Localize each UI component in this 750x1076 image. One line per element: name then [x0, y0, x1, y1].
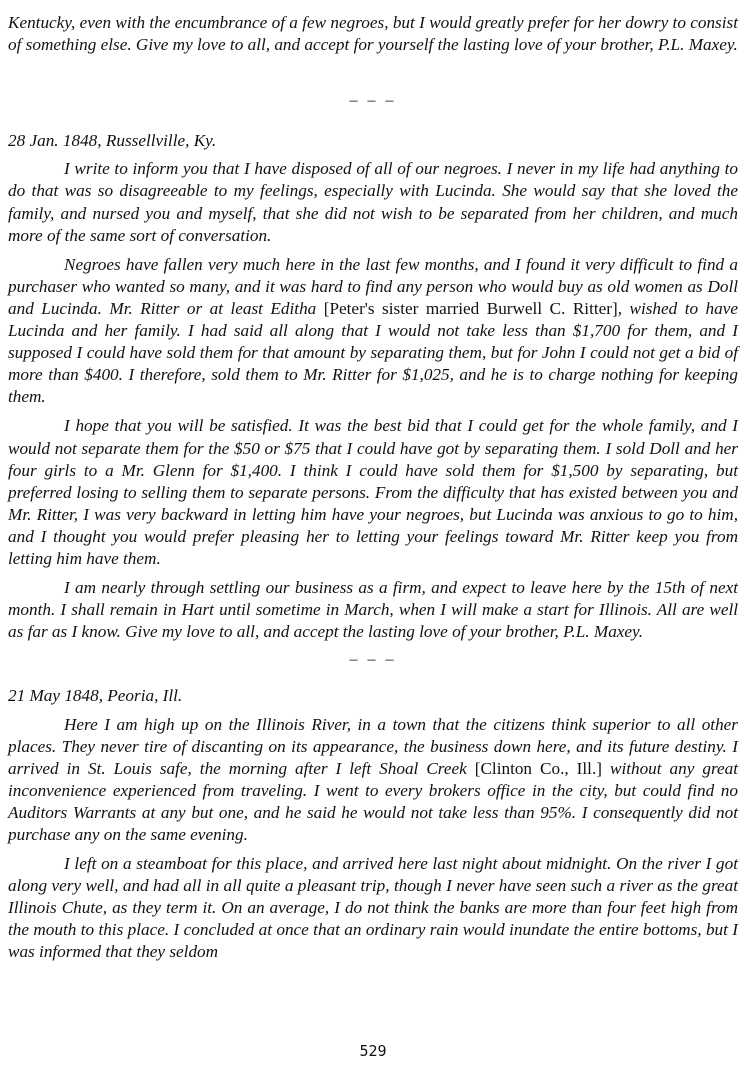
letter1-p2-text-a: Negroes have fallen very much here in the last few months, and I found it very difficult to find a purchaser who wanted so many, and it was hard to find any person who would buy as old women as Doll and Lucinda. Mr. Ritter or at least Editha — [8, 254, 738, 318]
letter2-paragraph-1 — [8, 714, 738, 847]
letter-date-2: 21 May 1848, Peoria, Ill. — [8, 686, 183, 706]
separator-1: – – – — [349, 92, 397, 110]
letter1-paragraph-2 — [8, 254, 738, 409]
intro-paragraph: Kentucky, even with the encumbrance of a few negroes, but I would greatly prefer for her dowry to consist of something else. Give my love to all, and accept for yourself the lasting love of your brother, P.L. Maxey. — [8, 13, 738, 55]
letter1-paragraph-3: I hope that you will be satisfied. It was the best bid that I could get for the whole family, and I would not separate them for the $50 or $75 that I could have got by separating them. I sold Doll and her four girls to a Mr. Glenn for $1,400. I think I could have sold them for $1,500 by separating, but preferred losing to selling them to separate persons. From the difficulty that has existed between you and Mr. Ritter, I was very backward in letting him have your negroes, but Lucinda was anxious to go to him, and I thought you would prefer pleasing her to letting your feelings toward Mr. Ritter keep you from letting him have them. — [8, 416, 738, 568]
page-number: 529 — [359, 1042, 387, 1060]
letter2-p1-text-b: without any great inconvenience experienced from traveling. I went to every brokers office in the city, but could find no Auditors Warrants at any but one, and he said he would not take less than 95%. I consequently did not purchase any on the same evening. — [8, 758, 739, 844]
editor-note-2: [Clinton Co., Ill.] — [474, 758, 602, 778]
letter1-p2-text-b: , wished to have Lucinda and her family. I had said all along that I would not take less than $1,700 for them, and I supposed I could have sold them for that amount by separating them, but for John I could not get a bid of more than $400. I therefore, sold them to Mr. Ritter for $1,025, and he is to charge nothing for keeping them. — [8, 298, 738, 407]
letter-date-1: 28 Jan. 1848, Russellville, Ky. — [8, 131, 217, 151]
letter2-p1-text-a: Here I am high up on the Illinois River, in a town that the citizens think superior to all other places. They never tire of discanting on its appearance, the business down here, and its future destiny. I arrived in St. Louis safe, the morning after I left Shoal Creek — [8, 714, 738, 778]
letter2-paragraph-2: I left on a steamboat for this place, and arrived here last night about midnight. On the river I got along very well, and had all in all quite a pleasant trip, though I never have seen such a river as the great Illinois Chute, as they term it. On an average, I do not think the banks are more than four feet high from the mouth to this place. I concluded at once that an ordinary rain would inundate the entire bottoms, but I was informed that they seldom — [8, 854, 738, 962]
separator-2: – – – — [349, 651, 397, 669]
letter1-paragraph-1: I write to inform you that I have disposed of all of our negroes. I never in my life had anything to do that was so disagreeable to my feelings, especially with Lucinda. She would say that she loved the family, and nursed you and myself, that she did not wish to be separated from her children, and much more of the same sort of conversation. — [8, 159, 738, 245]
editor-note-1: [Peter's sister married Burwell C. Ritter] — [323, 298, 618, 318]
document-page — [8, 0, 738, 1076]
letter1-paragraph-4: I am nearly through settling our business as a firm, and expect to leave here by the 15th of next month. I shall remain in Hart until sometime in March, when I will make a start for Illinois. All are well as far as I know. Give my love to all, and accept the lasting love of your brother, P.L. Maxey. — [8, 578, 738, 642]
